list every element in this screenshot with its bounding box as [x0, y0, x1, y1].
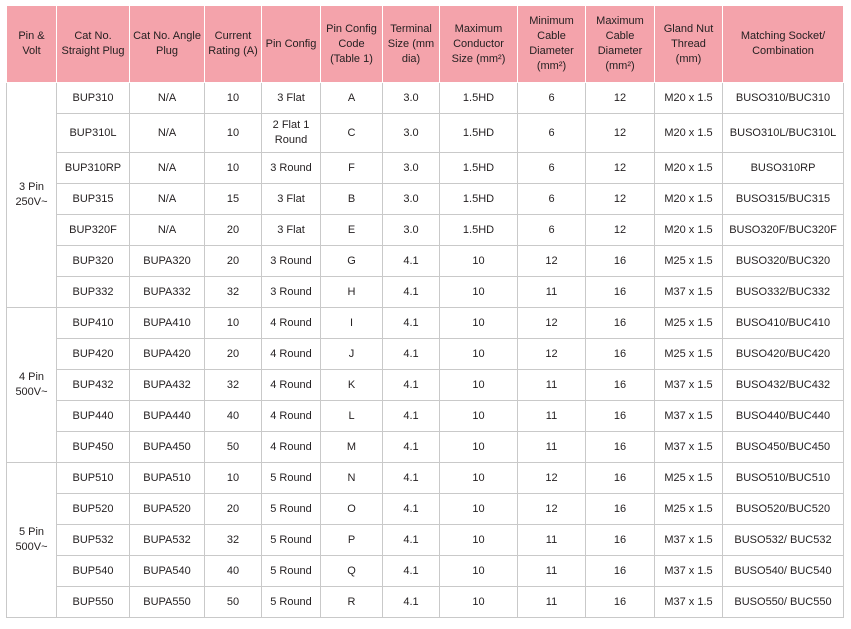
cell-straight-plug: BUP310RP [57, 153, 130, 184]
cell-angle-plug: BUPA420 [130, 339, 205, 370]
cell-straight-plug: BUP315 [57, 184, 130, 215]
cell-max-conductor: 10 [440, 277, 518, 308]
cell-current-rating: 10 [205, 114, 262, 153]
cell-matching-socket: BUSO532/ BUC532 [723, 525, 844, 556]
cell-max-cable-diameter: 16 [586, 401, 655, 432]
cell-max-conductor: 10 [440, 308, 518, 339]
cell-max-conductor: 10 [440, 556, 518, 587]
cell-max-conductor: 10 [440, 246, 518, 277]
cell-current-rating: 32 [205, 370, 262, 401]
cell-matching-socket: BUSO320/BUC320 [723, 246, 844, 277]
spec-table-container [6, 5, 844, 618]
cell-max-cable-diameter: 16 [586, 587, 655, 618]
cell-terminal-size: 4.1 [383, 308, 440, 339]
header-current-rating: Current Rating (A) [205, 6, 262, 83]
cell-min-cable-diameter: 11 [518, 556, 586, 587]
cell-min-cable-diameter: 11 [518, 401, 586, 432]
header-angle-plug: Cat No. Angle Plug [130, 6, 205, 83]
cell-pin-config: 5 Round [262, 463, 321, 494]
cell-pin-config-code: H [321, 277, 383, 308]
cell-min-cable-diameter: 12 [518, 308, 586, 339]
cell-matching-socket: BUSO315/BUC315 [723, 184, 844, 215]
cell-pin-config-code: P [321, 525, 383, 556]
cell-max-cable-diameter: 12 [586, 83, 655, 114]
cell-max-conductor: 10 [440, 370, 518, 401]
cell-gland-nut-thread: M37 x 1.5 [655, 401, 723, 432]
cell-matching-socket: BUSO410/BUC410 [723, 308, 844, 339]
header-max-conductor: Maximum Conductor Size (mm²) [440, 6, 518, 83]
cell-pin-config: 3 Round [262, 153, 321, 184]
cell-min-cable-diameter: 12 [518, 494, 586, 525]
cell-max-cable-diameter: 12 [586, 215, 655, 246]
cell-terminal-size: 4.1 [383, 556, 440, 587]
cell-pin-config-code: N [321, 463, 383, 494]
table-row [7, 370, 844, 401]
cell-terminal-size: 4.1 [383, 525, 440, 556]
cell-pin-config-code: K [321, 370, 383, 401]
table-row [7, 339, 844, 370]
cell-pin-config: 4 Round [262, 339, 321, 370]
cell-current-rating: 20 [205, 494, 262, 525]
cell-matching-socket: BUSO440/BUC440 [723, 401, 844, 432]
cell-pin-config-code: F [321, 153, 383, 184]
cell-max-conductor: 10 [440, 463, 518, 494]
cell-gland-nut-thread: M25 x 1.5 [655, 494, 723, 525]
cell-max-conductor: 10 [440, 494, 518, 525]
header-matching-socket: Matching Socket/ Combination [723, 6, 844, 83]
table-row [7, 308, 844, 339]
cell-straight-plug: BUP432 [57, 370, 130, 401]
cell-straight-plug: BUP550 [57, 587, 130, 618]
cell-angle-plug: N/A [130, 83, 205, 114]
table-body [7, 83, 844, 618]
cell-terminal-size: 4.1 [383, 339, 440, 370]
cell-pin-config-code: E [321, 215, 383, 246]
table-row [7, 153, 844, 184]
table-row [7, 463, 844, 494]
cell-pin-config: 4 Round [262, 432, 321, 463]
cell-pin-config-code: G [321, 246, 383, 277]
cell-angle-plug: BUPA440 [130, 401, 205, 432]
cell-terminal-size: 4.1 [383, 277, 440, 308]
table-row [7, 215, 844, 246]
cell-max-conductor: 1.5HD [440, 215, 518, 246]
cell-gland-nut-thread: M25 x 1.5 [655, 308, 723, 339]
table-row [7, 525, 844, 556]
cell-straight-plug: BUP320 [57, 246, 130, 277]
cell-matching-socket: BUSO320F/BUC320F [723, 215, 844, 246]
cell-matching-socket: BUSO550/ BUC550 [723, 587, 844, 618]
table-row [7, 432, 844, 463]
cell-max-conductor: 1.5HD [440, 83, 518, 114]
cell-current-rating: 20 [205, 339, 262, 370]
cell-matching-socket: BUSO520/BUC520 [723, 494, 844, 525]
cell-current-rating: 32 [205, 525, 262, 556]
cell-terminal-size: 4.1 [383, 587, 440, 618]
cell-gland-nut-thread: M37 x 1.5 [655, 525, 723, 556]
cell-straight-plug: BUP310 [57, 83, 130, 114]
cell-terminal-size: 4.1 [383, 432, 440, 463]
cell-angle-plug: BUPA450 [130, 432, 205, 463]
cell-pin-config: 4 Round [262, 308, 321, 339]
cell-pin-config: 5 Round [262, 525, 321, 556]
cell-min-cable-diameter: 6 [518, 114, 586, 153]
table-row [7, 114, 844, 153]
header-pin-config: Pin Config [262, 6, 321, 83]
cell-pin-config: 3 Round [262, 277, 321, 308]
cell-gland-nut-thread: M37 x 1.5 [655, 587, 723, 618]
cell-max-cable-diameter: 12 [586, 114, 655, 153]
cell-terminal-size: 3.0 [383, 153, 440, 184]
cell-max-cable-diameter: 16 [586, 339, 655, 370]
cell-gland-nut-thread: M25 x 1.5 [655, 246, 723, 277]
cell-terminal-size: 3.0 [383, 83, 440, 114]
cell-max-cable-diameter: 12 [586, 153, 655, 184]
cell-matching-socket: BUSO540/ BUC540 [723, 556, 844, 587]
cell-gland-nut-thread: M37 x 1.5 [655, 556, 723, 587]
cell-straight-plug: BUP540 [57, 556, 130, 587]
header-straight-plug: Cat No. Straight Plug [57, 6, 130, 83]
cell-max-conductor: 10 [440, 587, 518, 618]
cell-pin-config: 5 Round [262, 556, 321, 587]
cell-angle-plug: BUPA510 [130, 463, 205, 494]
cell-gland-nut-thread: M25 x 1.5 [655, 463, 723, 494]
cell-current-rating: 10 [205, 463, 262, 494]
table-row [7, 494, 844, 525]
pin-volt-group-label: 3 Pin 250V~ [7, 83, 57, 308]
cell-straight-plug: BUP310L [57, 114, 130, 153]
cell-min-cable-diameter: 6 [518, 215, 586, 246]
cell-max-conductor: 1.5HD [440, 184, 518, 215]
cell-terminal-size: 4.1 [383, 494, 440, 525]
cell-max-conductor: 1.5HD [440, 153, 518, 184]
cell-angle-plug: BUPA410 [130, 308, 205, 339]
header-terminal-size: Terminal Size (mm dia) [383, 6, 440, 83]
cell-min-cable-diameter: 6 [518, 184, 586, 215]
cell-min-cable-diameter: 11 [518, 432, 586, 463]
cell-min-cable-diameter: 6 [518, 153, 586, 184]
cell-current-rating: 50 [205, 432, 262, 463]
cell-angle-plug: BUPA520 [130, 494, 205, 525]
cell-straight-plug: BUP320F [57, 215, 130, 246]
cell-pin-config-code: L [321, 401, 383, 432]
cell-angle-plug: N/A [130, 153, 205, 184]
header-pin-config-code: Pin Config Code (Table 1) [321, 6, 383, 83]
cell-pin-config-code: O [321, 494, 383, 525]
cell-min-cable-diameter: 11 [518, 525, 586, 556]
table-row [7, 246, 844, 277]
cell-current-rating: 32 [205, 277, 262, 308]
cell-pin-config: 5 Round [262, 587, 321, 618]
cell-angle-plug: N/A [130, 184, 205, 215]
cell-angle-plug: BUPA550 [130, 587, 205, 618]
cell-pin-config: 5 Round [262, 494, 321, 525]
plug-spec-table [6, 5, 844, 618]
cell-pin-config-code: R [321, 587, 383, 618]
cell-pin-config-code: B [321, 184, 383, 215]
cell-pin-config-code: J [321, 339, 383, 370]
cell-pin-config: 3 Flat [262, 83, 321, 114]
cell-max-conductor: 10 [440, 525, 518, 556]
cell-gland-nut-thread: M20 x 1.5 [655, 215, 723, 246]
header-gland-nut-thread: Gland Nut Thread (mm) [655, 6, 723, 83]
cell-straight-plug: BUP510 [57, 463, 130, 494]
cell-matching-socket: BUSO450/BUC450 [723, 432, 844, 463]
cell-gland-nut-thread: M20 x 1.5 [655, 184, 723, 215]
cell-current-rating: 20 [205, 215, 262, 246]
cell-current-rating: 40 [205, 401, 262, 432]
cell-matching-socket: BUSO310RP [723, 153, 844, 184]
cell-pin-config: 3 Flat [262, 184, 321, 215]
cell-matching-socket: BUSO510/BUC510 [723, 463, 844, 494]
cell-max-cable-diameter: 12 [586, 184, 655, 215]
cell-current-rating: 10 [205, 308, 262, 339]
cell-pin-config: 2 Flat 1 Round [262, 114, 321, 153]
cell-max-cable-diameter: 16 [586, 277, 655, 308]
cell-gland-nut-thread: M20 x 1.5 [655, 114, 723, 153]
cell-min-cable-diameter: 11 [518, 370, 586, 401]
cell-current-rating: 50 [205, 587, 262, 618]
cell-straight-plug: BUP440 [57, 401, 130, 432]
cell-matching-socket: BUSO420/BUC420 [723, 339, 844, 370]
cell-min-cable-diameter: 11 [518, 277, 586, 308]
cell-gland-nut-thread: M20 x 1.5 [655, 83, 723, 114]
table-row [7, 184, 844, 215]
cell-min-cable-diameter: 12 [518, 463, 586, 494]
cell-angle-plug: BUPA532 [130, 525, 205, 556]
cell-pin-config-code: C [321, 114, 383, 153]
cell-current-rating: 10 [205, 153, 262, 184]
cell-straight-plug: BUP410 [57, 308, 130, 339]
table-row [7, 587, 844, 618]
header-pin-volt: Pin & Volt [7, 6, 57, 83]
cell-matching-socket: BUSO310L/BUC310L [723, 114, 844, 153]
cell-max-cable-diameter: 16 [586, 494, 655, 525]
cell-matching-socket: BUSO432/BUC432 [723, 370, 844, 401]
cell-straight-plug: BUP520 [57, 494, 130, 525]
cell-straight-plug: BUP420 [57, 339, 130, 370]
cell-pin-config: 4 Round [262, 370, 321, 401]
cell-angle-plug: N/A [130, 215, 205, 246]
cell-terminal-size: 3.0 [383, 114, 440, 153]
cell-max-cable-diameter: 16 [586, 432, 655, 463]
pin-volt-group-label: 4 Pin 500V~ [7, 308, 57, 463]
table-row [7, 556, 844, 587]
cell-pin-config: 3 Flat [262, 215, 321, 246]
cell-max-cable-diameter: 16 [586, 525, 655, 556]
cell-straight-plug: BUP532 [57, 525, 130, 556]
cell-matching-socket: BUSO310/BUC310 [723, 83, 844, 114]
cell-pin-config-code: Q [321, 556, 383, 587]
cell-gland-nut-thread: M20 x 1.5 [655, 153, 723, 184]
cell-max-cable-diameter: 16 [586, 370, 655, 401]
cell-gland-nut-thread: M37 x 1.5 [655, 370, 723, 401]
cell-current-rating: 40 [205, 556, 262, 587]
cell-terminal-size: 4.1 [383, 246, 440, 277]
cell-terminal-size: 4.1 [383, 463, 440, 494]
header-row [7, 6, 844, 83]
cell-pin-config-code: A [321, 83, 383, 114]
cell-max-conductor: 10 [440, 432, 518, 463]
cell-current-rating: 20 [205, 246, 262, 277]
cell-matching-socket: BUSO332/BUC332 [723, 277, 844, 308]
cell-pin-config-code: I [321, 308, 383, 339]
header-max-cable-diameter: Maximum Cable Diameter (mm²) [586, 6, 655, 83]
header-min-cable-diameter: Minimum Cable Diameter (mm²) [518, 6, 586, 83]
cell-straight-plug: BUP332 [57, 277, 130, 308]
cell-max-cable-diameter: 16 [586, 463, 655, 494]
cell-angle-plug: N/A [130, 114, 205, 153]
cell-terminal-size: 3.0 [383, 215, 440, 246]
cell-gland-nut-thread: M25 x 1.5 [655, 339, 723, 370]
cell-gland-nut-thread: M37 x 1.5 [655, 277, 723, 308]
cell-gland-nut-thread: M37 x 1.5 [655, 432, 723, 463]
cell-terminal-size: 4.1 [383, 401, 440, 432]
cell-angle-plug: BUPA540 [130, 556, 205, 587]
cell-max-conductor: 10 [440, 401, 518, 432]
cell-pin-config: 4 Round [262, 401, 321, 432]
cell-max-conductor: 1.5HD [440, 114, 518, 153]
cell-min-cable-diameter: 12 [518, 339, 586, 370]
cell-max-cable-diameter: 16 [586, 308, 655, 339]
table-row [7, 401, 844, 432]
cell-max-cable-diameter: 16 [586, 556, 655, 587]
cell-terminal-size: 4.1 [383, 370, 440, 401]
cell-angle-plug: BUPA332 [130, 277, 205, 308]
cell-angle-plug: BUPA432 [130, 370, 205, 401]
table-row [7, 277, 844, 308]
pin-volt-group-label: 5 Pin 500V~ [7, 463, 57, 618]
cell-max-conductor: 10 [440, 339, 518, 370]
cell-pin-config-code: M [321, 432, 383, 463]
cell-terminal-size: 3.0 [383, 184, 440, 215]
cell-min-cable-diameter: 11 [518, 587, 586, 618]
cell-current-rating: 15 [205, 184, 262, 215]
cell-min-cable-diameter: 6 [518, 83, 586, 114]
cell-max-cable-diameter: 16 [586, 246, 655, 277]
cell-min-cable-diameter: 12 [518, 246, 586, 277]
cell-pin-config: 3 Round [262, 246, 321, 277]
cell-current-rating: 10 [205, 83, 262, 114]
table-row [7, 83, 844, 114]
cell-straight-plug: BUP450 [57, 432, 130, 463]
cell-angle-plug: BUPA320 [130, 246, 205, 277]
